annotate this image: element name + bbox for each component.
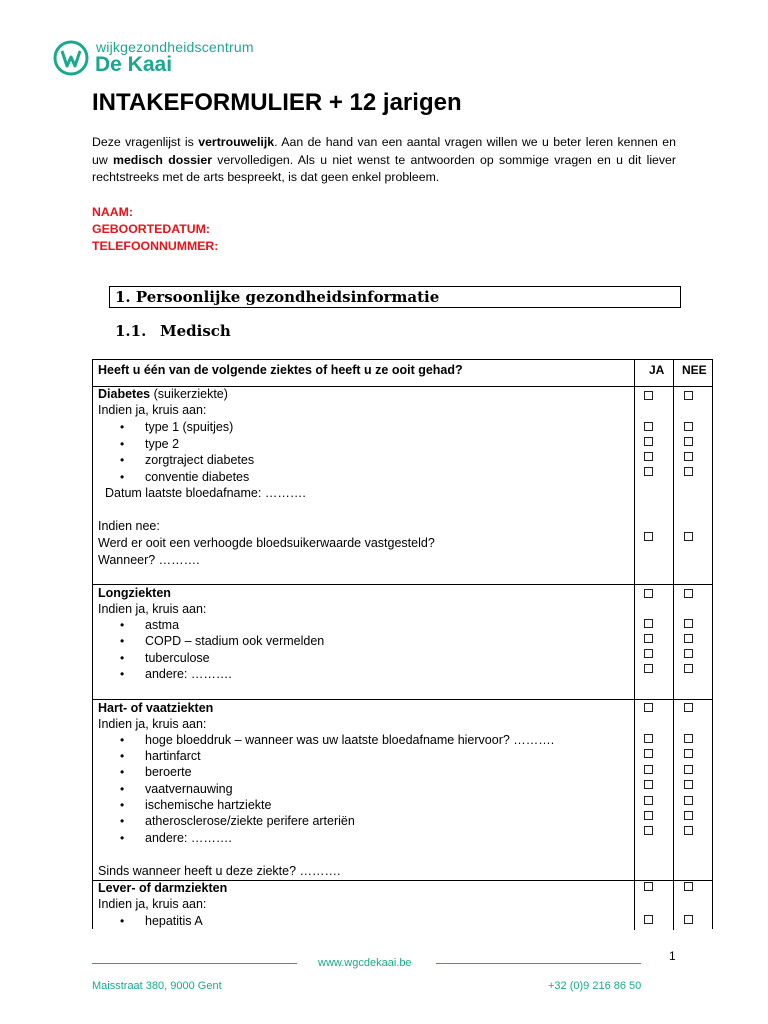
liver-heading: Lever- of darmziekten: [98, 881, 228, 895]
checkbox-no[interactable]: [684, 452, 693, 461]
list-item: COPD – stadium ook vermelden: [145, 634, 325, 648]
lung-heading: Longziekten: [98, 586, 171, 600]
name-field-label[interactable]: NAAM:: [92, 205, 133, 219]
checkbox-yes[interactable]: [644, 589, 653, 598]
liver-instruction: Indien ja, kruis aan:: [98, 897, 207, 911]
checkbox-yes[interactable]: [644, 882, 653, 891]
heart-since: Sinds wanneer heeft u deze ziekte? ……….: [98, 864, 341, 878]
list-item: andere: ……….: [145, 831, 232, 845]
phone-field-label[interactable]: TELEFOONNUMMER:: [92, 239, 219, 253]
footer-phone: +32 (0)9 216 86 50: [548, 980, 642, 992]
checkbox-yes[interactable]: [644, 765, 653, 774]
list-item: astma: [145, 618, 180, 632]
checkbox-yes[interactable]: [644, 452, 653, 461]
subsection-title: Medisch: [160, 322, 231, 340]
lung-instruction: Indien ja, kruis aan:: [98, 602, 207, 616]
checkbox-yes[interactable]: [644, 664, 653, 673]
wgc-logo-icon: [53, 40, 89, 76]
checkbox-yes[interactable]: [644, 703, 653, 712]
list-item: vaatvernauwing: [145, 782, 233, 796]
page-title: INTAKEFORMULIER + 12 jarigen: [92, 89, 462, 116]
list-item: tuberculose: [145, 651, 210, 665]
list-item: atherosclerose/ziekte perifere arteriën: [145, 814, 355, 828]
table-question-header: Heeft u één van de volgende ziektes of heeft u ze ooit gehad?: [98, 363, 463, 377]
diabetes-no-instruction: Indien nee:: [98, 519, 160, 533]
intro-paragraph: Deze vragenlijst is vertrouwelijk. Aan de hand van een aantal vragen willen we u beter leren kennen en uw medisch dossier vervolledigen. Als u niet wenst te antwoorden op sommige vragen en u dit liever rechtstreeks met de arts bespreekt, is dat geen enkel probleem.: [92, 135, 676, 184]
column-header-yes: JA: [649, 363, 665, 377]
heart-heading: Hart- of vaatziekten: [98, 701, 214, 715]
checkbox-no[interactable]: [684, 826, 693, 835]
checkbox-yes[interactable]: [644, 734, 653, 743]
checkbox-no[interactable]: [684, 780, 693, 789]
checkbox-yes[interactable]: [644, 437, 653, 446]
checkbox-no[interactable]: [684, 437, 693, 446]
checkbox-no[interactable]: [684, 422, 693, 431]
checkbox-no[interactable]: [684, 796, 693, 805]
checkbox-yes[interactable]: [644, 619, 653, 628]
medical-history-table: Heeft u één van de volgende ziektes of heeft u ze ooit gehad? JA NEE Diabetes (suikerziekte) Indien ja, kruis aan: • type 1 (spuitjes) • type 2 • zorgtraject diabetes • conventie diabetes Datum laatste bloedafname: ………. Indien nee: Werd er ooit een verhoogde bloedsuikerwaarde vastgesteld? Wanneer? ………. Longziekten Indien ja, kruis aan: • astma • COPD – stadium ook vermelden • tuberculose • andere: ………. Hart- of vaatziekten Indien ja, kruis aan: • hoge bloeddruk – wanneer was uw laatste bloedafname hiervoor? ………. • hartinfarct • beroerte • vaatvernauwing • ischemische hartziekte • atherosclerose/ziekte perifere arteriën • andere: ………. Sinds wanneer heeft u deze ziekte? ………. Lever- of darmziekten Indien ja, kruis aan: • hepatitis A: [92, 359, 713, 929]
checkbox-no[interactable]: [684, 589, 693, 598]
diabetes-instruction: Indien ja, kruis aan:: [98, 403, 207, 417]
footer-address: Maisstraat 380, 9000 Gent: [92, 980, 222, 992]
checkbox-yes[interactable]: [644, 749, 653, 758]
diabetes-no-question: Werd er ooit een verhoogde bloedsuikerwaarde vastgesteld?: [98, 536, 435, 550]
diabetes-when: Wanneer? ……….: [98, 553, 200, 567]
checkbox-yes[interactable]: [644, 634, 653, 643]
diabetes-heading: Diabetes (suikerziekte): [98, 387, 228, 401]
list-item: hepatitis A: [145, 914, 203, 928]
checkbox-no[interactable]: [684, 649, 693, 658]
list-item: type 1 (spuitjes): [145, 420, 234, 434]
list-item: type 2: [145, 437, 180, 451]
checkbox-no[interactable]: [684, 664, 693, 673]
checkbox-no[interactable]: [684, 391, 693, 400]
page-number: 1: [669, 949, 676, 963]
list-item: beroerte: [145, 765, 192, 779]
org-name-line2: De Kaai: [95, 53, 173, 76]
checkbox-no[interactable]: [684, 749, 693, 758]
column-header-no: NEE: [682, 363, 707, 377]
dob-field-label[interactable]: GEBOORTEDATUM:: [92, 222, 210, 236]
checkbox-yes[interactable]: [644, 422, 653, 431]
checkbox-yes[interactable]: [644, 467, 653, 476]
footer-divider-left: [92, 963, 297, 964]
checkbox-no[interactable]: [684, 532, 693, 541]
checkbox-yes[interactable]: [644, 391, 653, 400]
checkbox-yes[interactable]: [644, 780, 653, 789]
org-name-line1: wijkgezondheidscentrum: [96, 39, 254, 55]
checkbox-no[interactable]: [684, 734, 693, 743]
checkbox-yes[interactable]: [644, 532, 653, 541]
diabetes-date: Datum laatste bloedafname: ……….: [105, 486, 306, 500]
subsection-number: 1.1.: [115, 322, 147, 340]
checkbox-yes[interactable]: [644, 649, 653, 658]
checkbox-yes[interactable]: [644, 915, 653, 924]
list-item: hartinfarct: [145, 749, 201, 763]
checkbox-no[interactable]: [684, 703, 693, 712]
checkbox-no[interactable]: [684, 619, 693, 628]
checkbox-yes[interactable]: [644, 796, 653, 805]
checkbox-no[interactable]: [684, 811, 693, 820]
checkbox-yes[interactable]: [644, 826, 653, 835]
footer-website-link[interactable]: www.wgcdekaai.be: [318, 957, 412, 969]
footer-divider-right: [436, 963, 641, 964]
list-item: conventie diabetes: [145, 470, 250, 484]
list-item: zorgtraject diabetes: [145, 453, 255, 467]
checkbox-no[interactable]: [684, 467, 693, 476]
list-item: hoge bloeddruk – wanneer was uw laatste bloedafname hiervoor? ……….: [145, 733, 555, 747]
checkbox-yes[interactable]: [644, 811, 653, 820]
list-item: ischemische hartziekte: [145, 798, 272, 812]
checkbox-no[interactable]: [684, 634, 693, 643]
heart-instruction: Indien ja, kruis aan:: [98, 717, 207, 731]
checkbox-no[interactable]: [684, 882, 693, 891]
checkbox-no[interactable]: [684, 765, 693, 774]
list-item: andere: ……….: [145, 667, 232, 681]
checkbox-no[interactable]: [684, 915, 693, 924]
section-title: 1. Persoonlijke gezondheidsinformatie: [115, 288, 440, 306]
